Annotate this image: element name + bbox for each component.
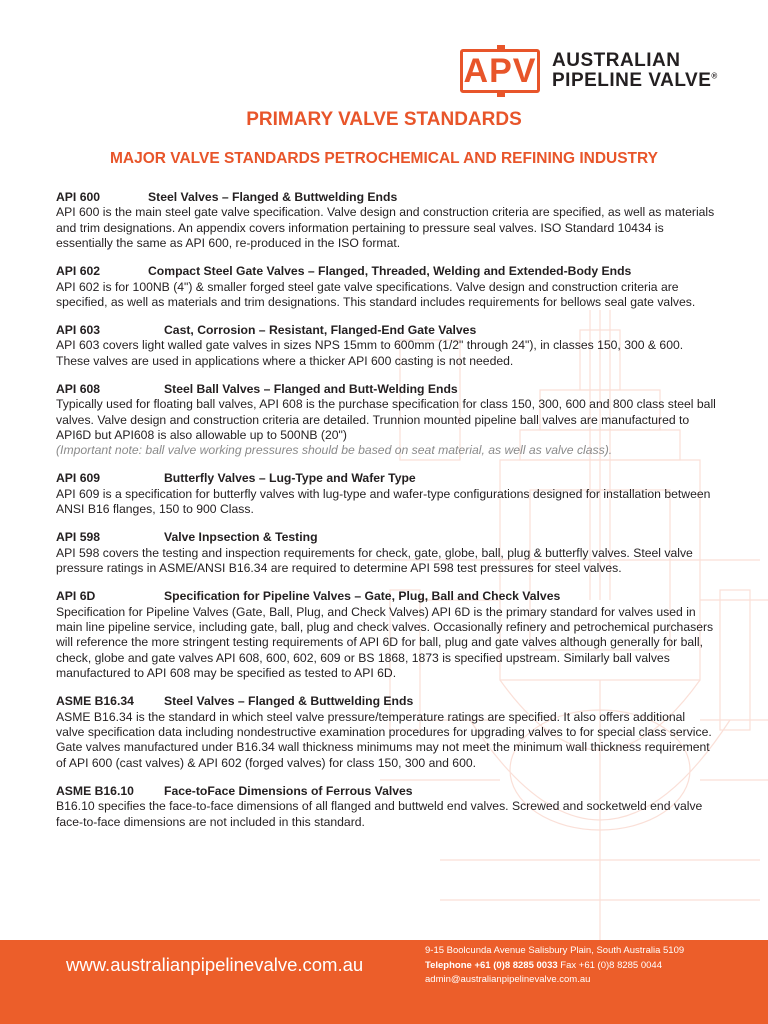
standard-code: API 6D — [56, 589, 96, 604]
standard-heading — [56, 264, 716, 279]
standard-description: API 602 is for 100NB (4") & smaller forged steel gate valve specifications. Valve design and construction criteria are specified, as well as materials and trim designations. This standard includes requirements for bellows seal gate valves. — [56, 279, 696, 310]
standards-list — [56, 190, 716, 843]
logo-notch-bottom — [497, 91, 505, 97]
standard-title: Face-toFace Dimensions of Ferrous Valves — [164, 783, 413, 798]
standard-description: Typically used for floating ball valves, API 608 is the purchase specification for class 150, 300, 600 and 800 class steel ball valves. Valve design and construction criteria are detailed. Trunnion mounted pipeline ball valves are manufactured to API6D but API608 is also allowable up to 500NB (20") — [56, 397, 716, 443]
standard-code: API 609 — [56, 471, 101, 486]
logo-trademark: ® — [711, 71, 718, 81]
fax-label: Fax — [560, 959, 577, 971]
standard-description: API 598 covers the testing and inspection requirements for check, gate, globe, ball, plug & butterfly valves. Steel valve pressure ratings in ASME/ANSI B16.34 are required to determine API 598 test pressures for steel valves. — [56, 545, 693, 576]
fax-number: +61 (0)8 8285 0044 — [578, 959, 662, 971]
standard-title: Valve Inpsection & Testing — [164, 530, 318, 545]
website-link[interactable]: www.australianpipelinevalve.com.au — [66, 954, 364, 975]
standard-entry — [56, 694, 716, 771]
logo-mark-text: APV — [463, 52, 537, 90]
standard-description: B16.10 specifies the face-to-face dimensions of all flanged and buttweld end valves. Screwed and socketweld end valve face-to-face dimensions are not included in this standard. — [56, 799, 703, 829]
phone-fax-line — [425, 959, 684, 974]
logo-line-2 — [552, 71, 718, 91]
telephone-number: +61 (0)8 8285 0033 — [474, 959, 558, 971]
standard-title: Steel Ball Valves – Flanged and Butt-Welding Ends — [164, 381, 458, 396]
standard-entry — [56, 382, 716, 459]
contact-block — [425, 944, 684, 988]
standard-description: API 600 is the main steel gate valve specification. Valve design and construction criteria are specified, as well as materials and trim designations. An appendix covers information pertaining to pressure seal valves. ISO Standard 10434 is essentially the same as API 600, re-produced in the ISO format. — [56, 205, 715, 251]
standard-heading — [56, 589, 716, 604]
standard-heading — [56, 530, 716, 545]
standard-description: Specification for Pipeline Valves (Gate, Ball, Plug, and Check Valves) API 6D is the primary standard for valves used in main line pipeline service, including gate, ball, plug and check valves. Occasionally refinery and petrochemical purchasers will reference the more stringent testing requirements of API 6D for ball, plug and gate valves although generally for ball, check, globe and gate valves API 608, 600, 602, 609 or BS 1868, 1873 is specified upstream. Similarly ball valves manufactured to API 608 may be specified as tested to API 6D. — [56, 604, 714, 681]
standard-code: ASME B16.34 — [56, 694, 134, 709]
standard-heading — [56, 784, 716, 799]
brand-logo — [460, 46, 718, 96]
standard-title: Butterfly Valves – Lug-Type and Wafer Type — [164, 471, 416, 486]
logo-line-1: AUSTRALIAN — [552, 50, 681, 72]
page-title: PRIMARY VALVE STANDARDS — [246, 109, 522, 130]
standard-title: Specification for Pipeline Valves – Gate, Plug, Ball and Check Valves — [164, 589, 561, 604]
standard-entry — [56, 264, 716, 310]
standard-title: Steel Valves – Flanged & Buttwelding Ends — [164, 694, 414, 709]
standard-code: API 598 — [56, 530, 101, 545]
apv-logo-mark — [460, 49, 540, 93]
address-text: 9-15 Boolcunda Avenue Salisbury Plain, South Australia 5109 — [425, 945, 685, 956]
standard-heading — [56, 190, 716, 205]
standard-heading — [56, 471, 716, 486]
standard-description: API 609 is a specification for butterfly valves with lug-type and wafer-type configurations designed for installation between ANSI B16 flanges, 150 to 900 Class. — [56, 486, 711, 517]
standard-code: API 600 — [56, 190, 101, 204]
standard-description: API 603 covers light walled gate valves in sizes NPS 15mm to 600mm (1/2" through 24"), in classes 150, 300 & 600. These valves are used in applications where a thicker API 600 casting is not needed. — [56, 338, 684, 368]
standard-entry — [56, 190, 716, 252]
standard-title: Cast, Corrosion – Resistant, Flanged-End Gate Valves — [164, 323, 477, 338]
standard-heading — [56, 694, 716, 709]
standard-entry — [56, 784, 716, 830]
logo-line-2-text: PIPELINE VALVE — [552, 70, 712, 91]
page-footer — [0, 940, 768, 1024]
standard-entry — [56, 471, 716, 517]
standard-code: API 608 — [56, 381, 101, 396]
standard-description: ASME B16.34 is the standard in which steel valve pressure/temperature ratings are specified. It also offers additional valve specification data including nondestructive examination procedures for upgrading valves to for special class service. Gate valves manufactured under B16.34 wall thickness minimums may not meet the minimum wall thickness requirement of API 600 (cast valves) & API 602 (forged valves) for class 150, 300 and 600. — [56, 709, 712, 770]
standard-heading — [56, 382, 716, 397]
telephone-label: Telephone — [425, 959, 472, 971]
standard-note: (Important note: ball valve working pressures should be based on seat material, as well as valve class). — [56, 443, 613, 458]
logo-notch-top — [497, 45, 505, 51]
standard-code: ASME B16.10 — [56, 783, 134, 798]
standard-heading — [56, 323, 716, 338]
standard-entry — [56, 589, 716, 681]
page-subtitle: MAJOR VALVE STANDARDS PETROCHEMICAL AND REFINING INDUSTRY — [110, 150, 658, 167]
standard-title: Compact Steel Gate Valves – Flanged, Threaded, Welding and Extended-Body Ends — [148, 264, 632, 279]
email-link[interactable]: admin@australianpipelinevalve.com.au — [425, 974, 591, 985]
logo-wordmark — [552, 51, 718, 91]
standard-title: Steel Valves – Flanged & Buttwelding Ends — [148, 190, 398, 204]
standard-entry — [56, 530, 716, 576]
standard-code: API 602 — [56, 264, 101, 279]
standard-code: API 603 — [56, 323, 101, 338]
standard-entry — [56, 323, 716, 369]
